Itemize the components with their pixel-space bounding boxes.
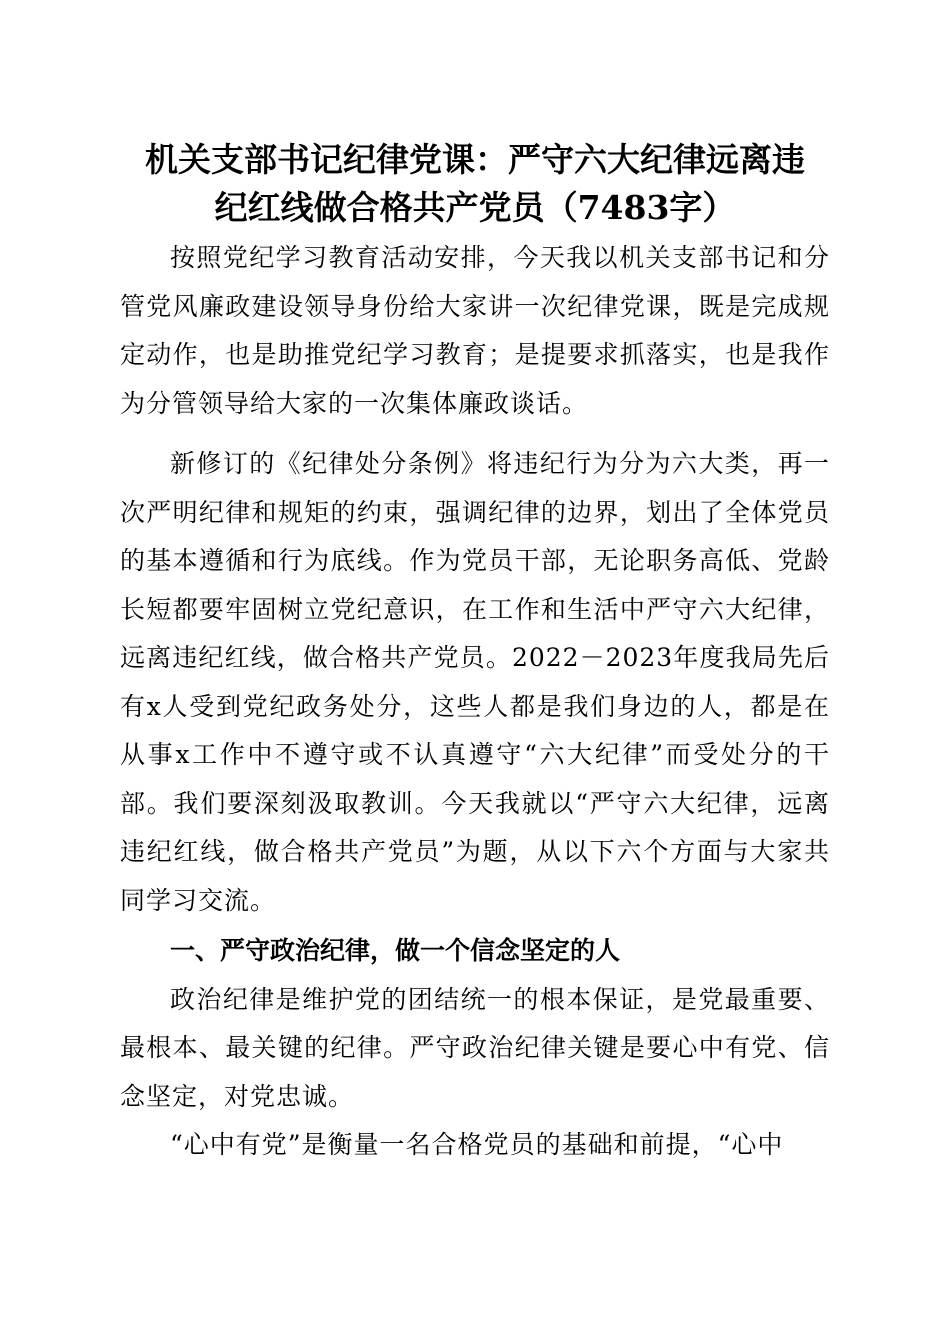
section-paragraph: “心中有党”是衡量一名合格党员的基础和前提，“心中 — [170, 1130, 784, 1159]
body-paragraph: 新修订的《纪律处分条例》将违纪行为分为六大类，再一次严明纪律和规矩的约束，强调纪律的边界，划出了全体党员的基本遵循和行为底线。作为党员干部，无论职务高低、党龄长短都要牢固树立党纪意识，在工作和生活中严守六大纪律，远离违纪红线，做合格共产党员。2022－2023年度我局先后有x人受到党纪政务处分，这些人都是我们身边的人，都是在从事x工作中不遵守或不认真遵守“六大纪律”而受处分的干部。我们要深刻汲取教训。今天我就以“严守六大纪律，远离违纪红线，做合格共产党员”为题，从以下六个方面与大家共同学习交流。 — [120, 449, 830, 915]
section-paragraph: 政治纪律是维护党的团结统一的根本保证，是党最重要、最根本、最关键的纪律。严守政治纪律关键是要心中有党、信念坚定，对党忠诚。 — [120, 984, 830, 1111]
document-body — [120, 136, 830, 1170]
document-title — [120, 136, 830, 232]
title-line-2: 纪红线做合格共产党员（7483字） — [214, 188, 736, 227]
section-heading: 一、严守政治纪律，做一个信念坚定的人 — [170, 936, 621, 965]
title-line-1: 机关支部书记纪律党课：严守六大纪律远离违 — [145, 140, 805, 179]
paragraph-gap — [120, 428, 830, 440]
intro-paragraph: 按照党纪学习教育活动安排，今天我以机关支部书记和分管党风廉政建设领导身份给大家讲一次纪律党课，既是完成规定动作，也是助推党纪学习教育；是提要求抓落实，也是我作为分管领导给大家的一次集体廉政谈话。 — [120, 243, 830, 418]
